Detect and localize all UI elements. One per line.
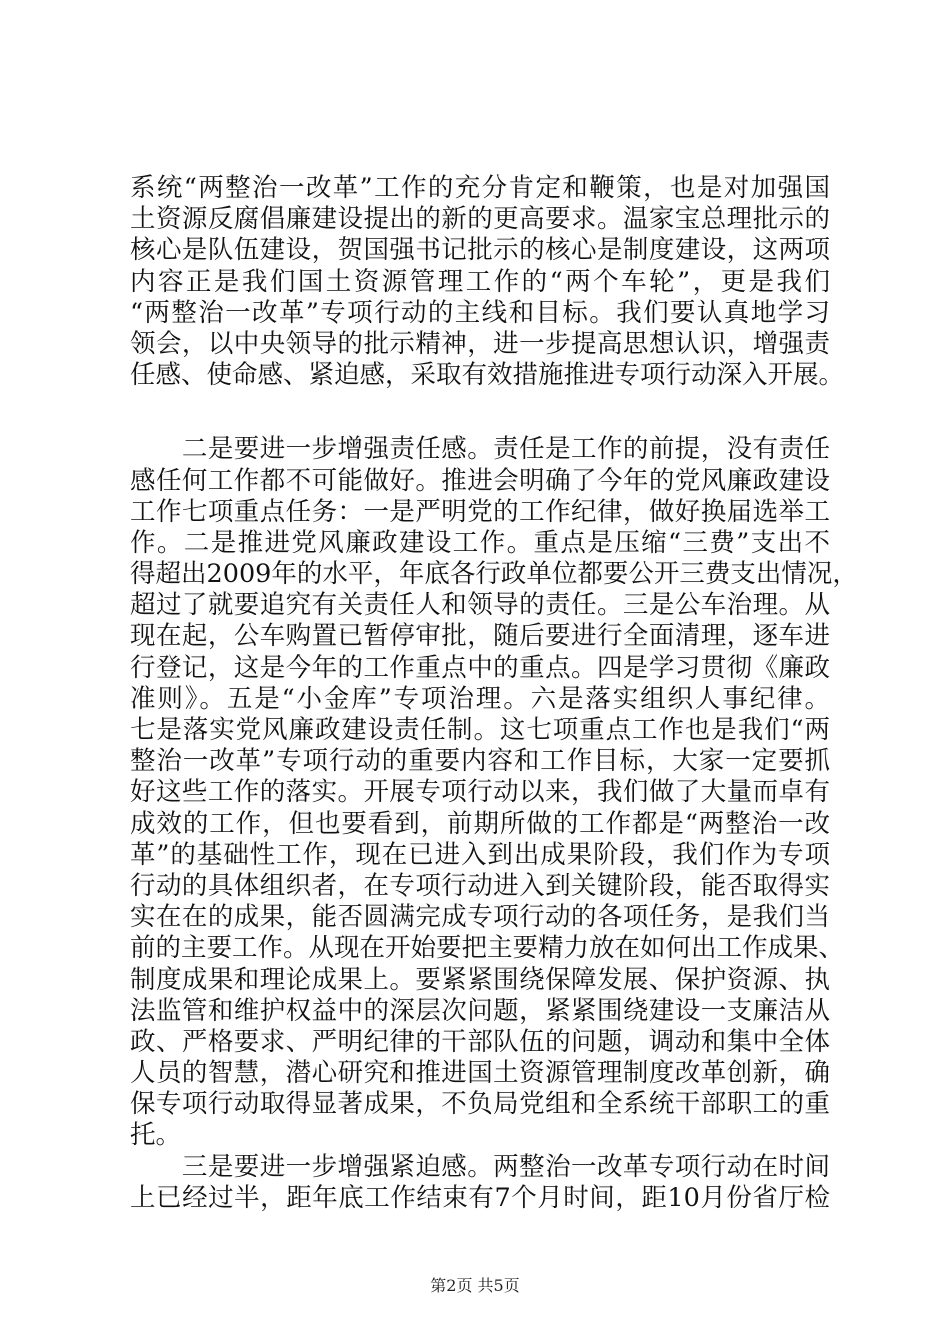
text-line: 革”的基础性工作，现在已进入到出成果阶段，我们作为专项	[130, 839, 830, 870]
text-line: 现在起，公车购置已暂停审批，随后要进行全面清理，逐车进	[130, 621, 830, 652]
text-line: 托。	[130, 1120, 182, 1151]
text-line: 感任何工作都不可能做好。推进会明确了今年的党风廉政建设	[130, 465, 830, 496]
text-line: 上已经过半，距年底工作结束有7个月时间，距10月份省厅检	[130, 1182, 830, 1213]
text-line: 行动的具体组织者，在专项行动进入到关键阶段，能否取得实	[130, 870, 830, 901]
text-line: 系统“两整治一改革”工作的充分肯定和鞭策，也是对加强国	[130, 173, 830, 203]
text-line: 领会，以中央领导的批示精神，进一步提高思想认识，增强责	[130, 328, 830, 359]
text-line: 作。二是推进党风廉政建设工作。重点是压缩“三费”支出不	[130, 527, 830, 558]
paragraph-2	[130, 434, 858, 1151]
text-line: 实在在的成果，能否圆满完成专项行动的各项任务，是我们当	[130, 902, 830, 933]
text-line: 二是要进一步增强责任感。责任是工作的前提，没有责任	[130, 434, 830, 465]
text-line: 整治一改革”专项行动的重要内容和工作目标，大家一定要抓	[130, 746, 830, 777]
text-line: “两整治一改革”专项行动的主线和目标。我们要认真地学习	[130, 297, 830, 328]
text-line: 任感、使命感、紧迫感，采取有效措施推进专项行动深入开展。	[130, 360, 845, 391]
text-line: 好这些工作的落实。开展专项行动以来，我们做了大量而卓有	[130, 777, 830, 808]
paragraph-spacer	[130, 391, 830, 434]
text-line: 超过了就要追究有关责任人和领导的责任。三是公车治理。从	[130, 590, 830, 621]
text-line: 土资源反腐倡廉建设提出的新的更高要求。温家宝总理批示的	[130, 204, 830, 235]
text-line: 内容正是我们国土资源管理工作的“两个车轮”，更是我们	[130, 266, 830, 297]
text-line: 前的主要工作。从现在开始要把主要精力放在如何出工作成果、	[130, 933, 845, 964]
text-line: 行登记，这是今年的工作重点中的重点。四是学习贯彻《廉政	[130, 652, 830, 683]
text-line: 七是落实党风廉政建设责任制。这七项重点工作也是我们“两	[130, 715, 830, 745]
text-line: 核心是队伍建设，贺国强书记批示的核心是制度建设，这两项	[130, 235, 830, 266]
text-line: 工作七项重点任务：一是严明党的工作纪律，做好换届选举工	[130, 496, 830, 527]
text-line: 人员的智慧，潜心研究和推进国土资源管理制度改革创新，确	[130, 1058, 830, 1089]
text-line: 保专项行动取得显著成果，不负局党组和全系统干部职工的重	[130, 1089, 830, 1120]
text-line: 三是要进一步增强紧迫感。两整治一改革专项行动在时间	[130, 1151, 830, 1182]
text-line: 准则》。五是“小金库”专项治理。六是落实组织人事纪律。	[130, 683, 830, 714]
text-line: 成效的工作，但也要看到，前期所做的工作都是“两整治一改	[130, 808, 830, 839]
text-line: 得超出2009年的水平，年底各行政单位都要公开三费支出情况，	[130, 559, 858, 590]
paragraph-1	[130, 173, 845, 391]
text-line: 制度成果和理论成果上。要紧紧围绕保障发展、保护资源、执	[130, 964, 830, 995]
page-footer: 第2页 共5页	[430, 1276, 520, 1295]
text-line: 法监管和维护权益中的深层次问题，紧紧围绕建设一支廉洁从	[130, 995, 830, 1026]
text-line: 政、严格要求、严明纪律的干部队伍的问题，调动和集中全体	[130, 1026, 830, 1057]
document-body	[130, 173, 858, 1214]
paragraph-3	[130, 1152, 830, 1214]
